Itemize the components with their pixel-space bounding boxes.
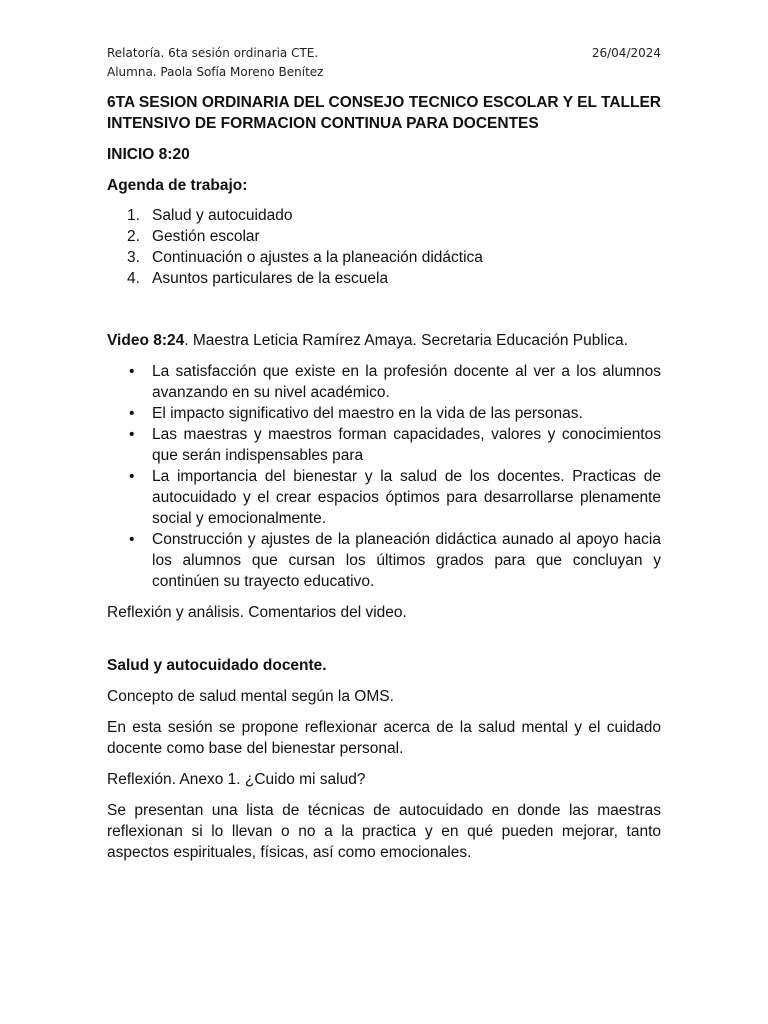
bullet-item <box>107 361 661 403</box>
bullet-text: El impacto significativo del maestro en la vida de las personas. <box>152 405 583 422</box>
header-report-line: Relatoría. 6ta sesión ordinaria CTE. <box>107 46 319 60</box>
document-title: 6TA SESION ORDINARIA DEL CONSEJO TECNICO ESCOLAR Y EL TALLER INTENSIVO DE FORMACION CONTINUA PARA DOCENTES <box>107 94 661 132</box>
bullet-item <box>107 424 661 466</box>
video-paragraph <box>107 330 661 351</box>
agenda-item <box>107 268 661 289</box>
agenda-item <box>107 226 661 247</box>
salud-paragraph-techniques: Se presentan una lista de técnicas de autocuidado en donde las maestras reflexionan si lo llevan o no a la practica y en qué pueden mejorar, tanto aspectos espirituales, físicas, así como emocionales. <box>107 802 661 861</box>
salud-heading: Salud y autocuidado docente. <box>107 657 327 674</box>
bullet-glyph: • <box>129 363 135 380</box>
video-reflection: Reflexión y análisis. Comentarios del video. <box>107 604 407 621</box>
bullet-glyph: • <box>129 405 135 422</box>
agenda-item-text: Asuntos particulares de la escuela <box>152 270 389 287</box>
agenda-item-number: 2. <box>127 228 140 245</box>
video-bullet-list <box>107 361 661 592</box>
document-header <box>107 44 661 82</box>
agenda-item-text: Continuación o ajustes a la planeación didáctica <box>152 249 483 266</box>
agenda-item-number: 1. <box>127 207 140 224</box>
bullet-text: La importancia del bienestar y la salud de los docentes. Practicas de autocuidado y el crear espacios óptimos para desarrollarse plenamente social y emocionalmente. <box>152 468 661 527</box>
bullet-item <box>107 403 661 424</box>
bullet-item <box>107 466 661 529</box>
header-date: 26/04/2024 <box>591 46 661 60</box>
start-time: INICIO 8:20 <box>107 146 190 163</box>
agenda-item <box>107 205 661 226</box>
bullet-item <box>107 529 661 592</box>
header-student-line: Alumna. Paola Sofía Moreno Benítez <box>107 65 324 79</box>
bullet-glyph: • <box>129 468 135 485</box>
agenda-item-text: Salud y autocuidado <box>152 207 293 224</box>
bullet-text: Construcción y ajustes de la planeación didáctica aunado al apoyo hacia los alumnos que cursan los últimos grados para que concluyan y continúen su trayecto educativo. <box>152 531 661 590</box>
salud-paragraph-session: En esta sesión se propone reflexionar acerca de la salud mental y el cuidado docente como base del bienestar personal. <box>107 719 661 757</box>
video-label: Video 8:24 <box>107 332 185 349</box>
agenda-heading: Agenda de trabajo: <box>107 177 248 194</box>
agenda-item-text: Gestión escolar <box>152 228 260 245</box>
agenda-item-number: 4. <box>127 270 140 287</box>
agenda-item-number: 3. <box>127 249 140 266</box>
bullet-text: Las maestras y maestros forman capacidades, valores y conocimientos que serán indispensables para <box>152 426 661 464</box>
bullet-glyph: • <box>129 531 135 548</box>
bullet-glyph: • <box>129 426 135 443</box>
salud-paragraph-oms: Concepto de salud mental según la OMS. <box>107 688 394 705</box>
agenda-list <box>107 205 661 289</box>
bullet-text: La satisfacción que existe en la profesión docente al ver a los alumnos avanzando en su nivel académico. <box>152 363 661 401</box>
agenda-item <box>107 247 661 268</box>
salud-paragraph-reflection: Reflexión. Anexo 1. ¿Cuido mi salud? <box>107 771 366 788</box>
video-description: . Maestra Leticia Ramírez Amaya. Secretaria Educación Publica. <box>184 332 628 349</box>
